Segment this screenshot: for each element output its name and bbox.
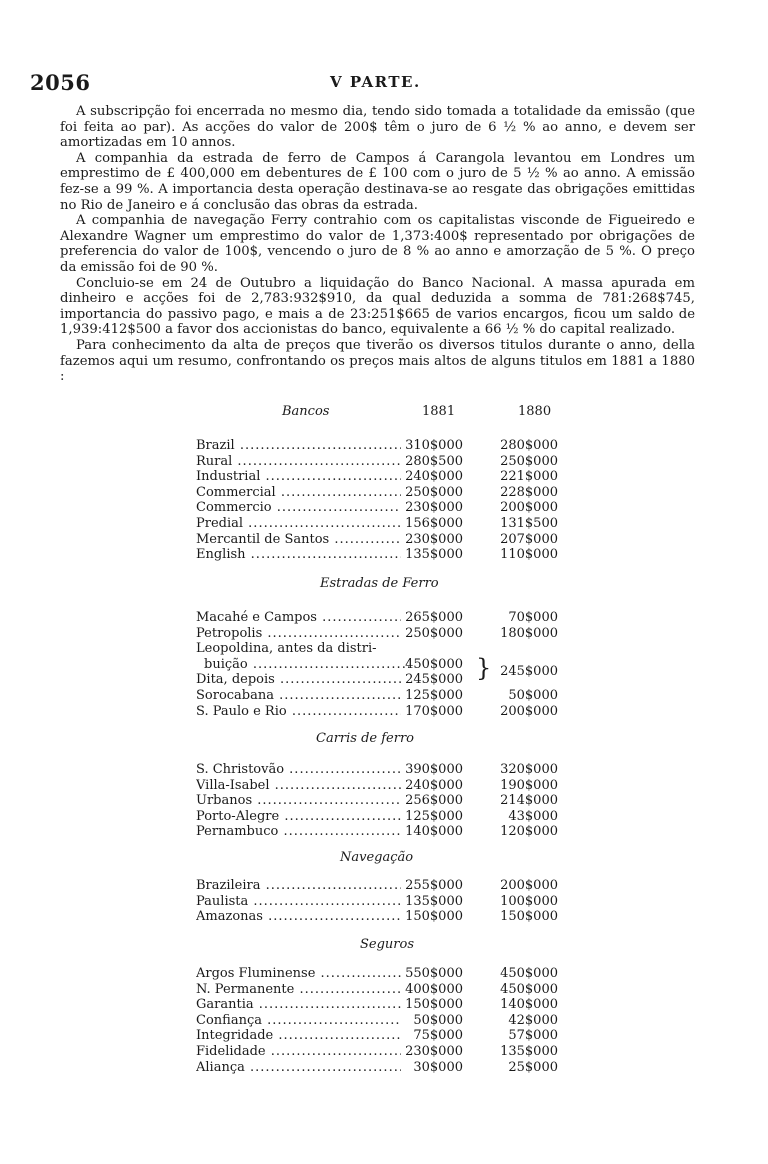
row-value-1880: 57$000 <box>508 1028 558 1044</box>
paragraph-price-summary: Para conhecimento da alta de preços que tiverão os diversos titulos durante o anno, della fazemos aqui um resumo, confrontando os preços mais altos de alguns titulos em 1881 a 1880 : <box>60 337 695 385</box>
row-value-1881: 75$000 <box>413 1028 463 1044</box>
page-number: 2056 <box>30 70 91 95</box>
table-header <box>0 404 768 422</box>
row-value-1880: 42$000 <box>508 1012 558 1028</box>
row-name: Urbanos ..... <box>196 793 401 809</box>
page-header <box>0 70 768 100</box>
row-value-1881: 30$000 <box>413 1059 463 1075</box>
row-name: Brazil ..... <box>196 438 401 454</box>
row-value-1880: 214$000 <box>500 793 558 809</box>
row-value-1881: 230$000 <box>405 1043 463 1059</box>
table-row <box>196 824 576 840</box>
table-row <box>196 547 576 563</box>
table-row <box>196 966 576 982</box>
row-name: Rural ..... <box>196 454 401 470</box>
row-value-1880: 100$000 <box>500 893 558 909</box>
row-value-1881: 170$000 <box>405 703 463 719</box>
column-year-1881: 1881 <box>422 404 456 419</box>
table-row <box>196 762 576 778</box>
row-name: Aliança ..... <box>196 1060 401 1076</box>
row-name: Industrial ..... <box>196 469 401 485</box>
row-value-1881: 150$000 <box>405 909 463 925</box>
paragraph-carangola-loan: A companhia da estrada de ferro de Campos á Carangola levantou em Londres um emprestimo de £ 400,000 em debentures de £ 100 com o juro de 5 ½ % ao anno. A emissão fez-se a 99 %. A importancia desta operação destinava-se ao resgate das obrigações emittidas no Rio de Janeiro e á conclusão das obras da estrada. <box>60 150 695 213</box>
row-value-1881: 230$000 <box>405 531 463 547</box>
table-row <box>196 469 576 485</box>
column-year-1880: 1880 <box>518 404 552 419</box>
row-value-1881: 390$000 <box>405 762 463 777</box>
row-value-1880: 450$000 <box>500 981 558 997</box>
row-name: Petropolis ..... <box>196 626 401 642</box>
table-bancos <box>196 438 576 563</box>
row-value-1880: 150$000 <box>500 909 558 925</box>
table-row <box>196 688 576 704</box>
row-name: Leopoldina, antes da distri- <box>196 641 377 657</box>
row-value-1880: 190$000 <box>500 777 558 793</box>
row-value-1881: 156$000 <box>405 515 463 531</box>
row-value-1880: 120$000 <box>500 824 558 840</box>
row-name: English ..... <box>196 547 401 563</box>
table-row <box>196 778 576 794</box>
paragraph-banco-nacional: Concluio-se em 24 de Outubro a liquidação do Banco Nacional. A massa apurada em dinheiro e acções foi de 2,783:932$910, da qual deduzida a somma de 781:268$745, importancia do passivo pago, e mais a de 23:251$665 de varios encargos, ficou um saldo de 1,939:412$500 a favor dos accionistas do banco, equivalente a 66 ½ % do capital realizado. <box>60 275 695 338</box>
row-value-1880: 43$000 <box>508 808 558 824</box>
row-name: Mercantil de Santos ..... <box>196 532 401 548</box>
row-value-1880: 50$000 <box>508 687 558 703</box>
row-name: Macahé e Campos ..... <box>196 610 401 626</box>
table-row <box>196 704 576 720</box>
table-row <box>196 793 576 809</box>
row-value-1880: 245$000 <box>500 663 558 679</box>
row-name: Fidelidade ..... <box>196 1044 401 1060</box>
row-value-1880: 450$000 <box>500 966 558 981</box>
table-row <box>196 809 576 825</box>
table-estradas <box>196 610 576 719</box>
row-value-1880: 180$000 <box>500 625 558 641</box>
row-name: Integridade ..... <box>196 1028 401 1044</box>
row-value-1881: 310$000 <box>405 438 463 453</box>
table-row <box>196 485 576 501</box>
row-value-1880: 140$000 <box>500 997 558 1013</box>
row-value-1881: 125$000 <box>405 808 463 824</box>
row-name: Commercial ..... <box>196 485 401 501</box>
row-name: S. Paulo e Rio ..... <box>196 704 401 720</box>
table-row <box>196 1013 576 1029</box>
table-row <box>196 672 576 688</box>
row-value-1881: 250$000 <box>405 484 463 500</box>
category-title-navegacao: Navegação <box>340 850 414 865</box>
row-name: buição ..... <box>196 657 409 673</box>
table-row <box>196 532 576 548</box>
row-value-1881: 150$000 <box>405 997 463 1013</box>
row-value-1881: 240$000 <box>405 777 463 793</box>
row-value-1880: 221$000 <box>500 469 558 485</box>
row-value-1881: 450$000 <box>405 656 463 672</box>
row-value-1881: 135$000 <box>405 893 463 909</box>
table-carris <box>196 762 576 840</box>
table-row <box>196 438 576 454</box>
row-value-1881: 230$000 <box>405 500 463 516</box>
row-value-1880: 200$000 <box>500 500 558 516</box>
row-value-1881: 125$000 <box>405 687 463 703</box>
body-text <box>60 104 695 385</box>
row-name: Commercio ..... <box>196 500 401 516</box>
row-value-1881: 280$500 <box>405 453 463 469</box>
table-seguros <box>196 966 576 1075</box>
row-value-1880: 280$000 <box>500 438 558 453</box>
row-value-1880: 135$000 <box>500 1043 558 1059</box>
row-value-1880: 70$000 <box>508 610 558 625</box>
table-row <box>196 997 576 1013</box>
row-name: Sorocabana ..... <box>196 688 401 704</box>
category-title-bancos: Bancos <box>282 404 330 419</box>
row-value-1881: 550$000 <box>405 966 463 981</box>
row-value-1880: 25$000 <box>508 1059 558 1075</box>
row-value-1880: 200$000 <box>500 878 558 893</box>
table-row <box>196 500 576 516</box>
category-title-estradas: Estradas de Ferro <box>320 576 439 591</box>
row-name: S. Christovão ..... <box>196 762 401 778</box>
row-name: Argos Fluminense ..... <box>196 966 401 982</box>
row-value-1881: 250$000 <box>405 625 463 641</box>
table-row <box>196 878 576 894</box>
row-name: Porto-Alegre ..... <box>196 809 401 825</box>
row-value-1880: 320$000 <box>500 762 558 777</box>
row-name: Predial ..... <box>196 516 401 532</box>
row-value-1880: 200$000 <box>500 703 558 719</box>
row-value-1881: 256$000 <box>405 793 463 809</box>
row-value-1881: 255$000 <box>405 878 463 893</box>
row-value-1881: 140$000 <box>405 824 463 840</box>
row-value-1880: 110$000 <box>500 547 558 563</box>
table-row <box>196 1044 576 1060</box>
table-row <box>196 641 576 657</box>
paragraph-subscription: A subscripção foi encerrada no mesmo dia, tendo sido tomada a totalidade da emissão (que foi feita ao par). As acções do valor de 200$ têm o juro de 6 ½ % ao anno, e devem ser amortizadas em 10 annos. <box>60 104 695 151</box>
table-row <box>196 1060 576 1076</box>
row-value-1881: 135$000 <box>405 547 463 563</box>
table-row <box>196 626 576 642</box>
row-value-1880: 131$500 <box>500 515 558 531</box>
row-name: N. Permanente ..... <box>196 982 401 998</box>
row-name: Pernambuco ..... <box>196 824 401 840</box>
row-value-1881: 265$000 <box>405 610 463 625</box>
table-row <box>196 982 576 998</box>
table-row <box>196 894 576 910</box>
row-value-1881: 240$000 <box>405 469 463 485</box>
table-row <box>196 454 576 470</box>
table-navegacao <box>196 878 576 925</box>
row-name: Garantia ..... <box>196 997 401 1013</box>
row-name: Paulista ..... <box>196 894 401 910</box>
row-value-1880: 228$000 <box>500 484 558 500</box>
table-row <box>196 610 576 626</box>
row-name: Confiança ..... <box>196 1013 401 1029</box>
row-name: Dita, depois ..... <box>196 672 401 688</box>
section-title: V PARTE. <box>330 73 421 91</box>
table-row <box>196 516 576 532</box>
table-row <box>196 1028 576 1044</box>
row-value-1881: 400$000 <box>405 981 463 997</box>
table-row <box>196 909 576 925</box>
row-name: Villa-Isabel ..... <box>196 778 401 794</box>
paragraph-ferry-loan: A companhia de navegação Ferry contrahio com os capitalistas visconde de Figueiredo e Alexandre Wagner um emprestimo do valor de 1,373:400$ representado por obrigações de preferencia do valor de 100$, vencendo o juro de 8 % ao anno e amorzação de 5 %. O preço da emissão foi de 90 %. <box>60 213 695 275</box>
row-name: Brazileira ..... <box>196 878 401 894</box>
row-value-1881: 245$000 <box>405 672 463 688</box>
row-value-1881: 50$000 <box>413 1012 463 1028</box>
row-value-1880: 207$000 <box>500 531 558 547</box>
category-title-carris: Carris de ferro <box>316 731 414 746</box>
row-value-1880: 250$000 <box>500 453 558 469</box>
brace-symbol: } <box>476 653 492 682</box>
category-title-seguros: Seguros <box>360 937 415 952</box>
row-name: Amazonas ..... <box>196 909 401 925</box>
